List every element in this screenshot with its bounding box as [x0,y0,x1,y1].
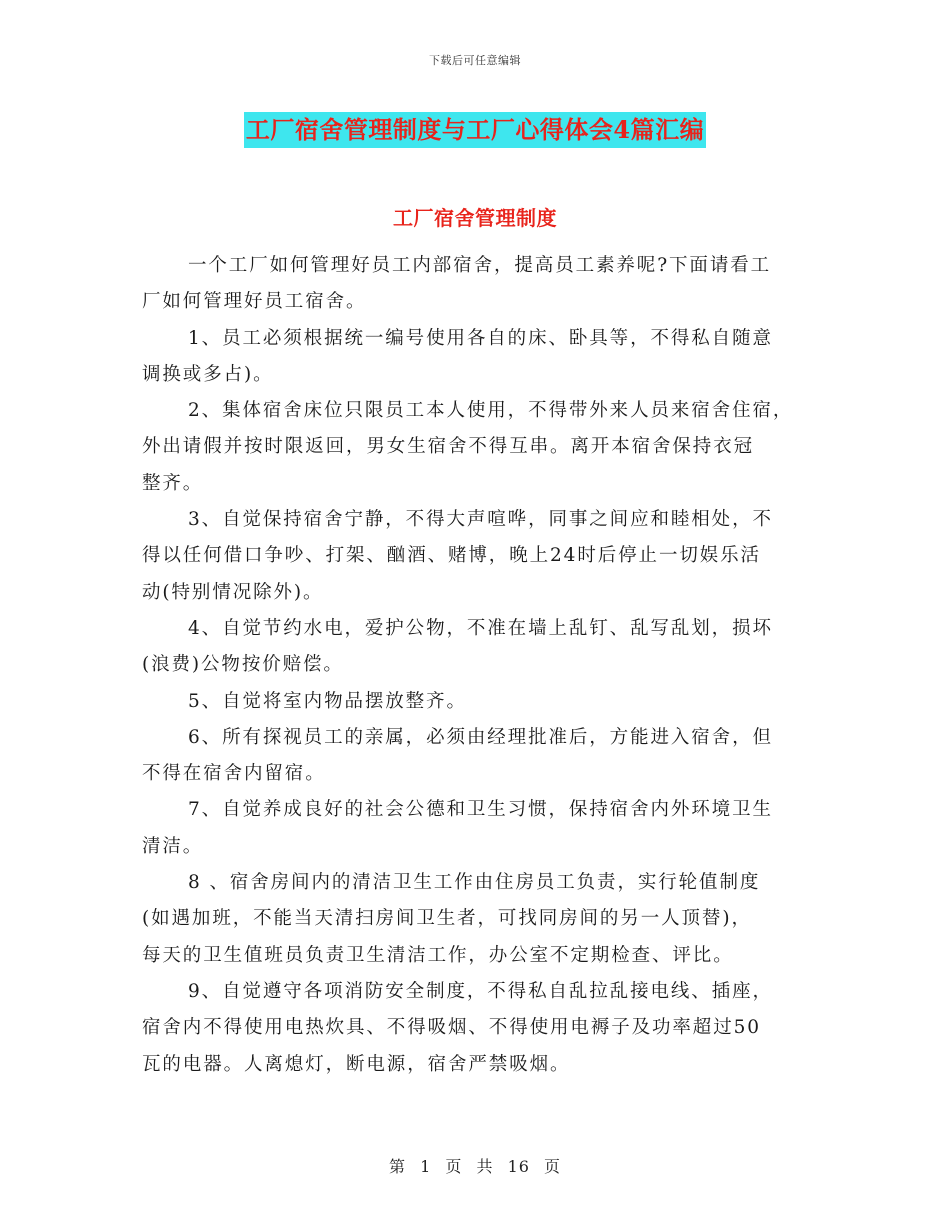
paragraph-line: 宿舍内不得使用电热炊具、不得吸烟、不得使用电褥子及功率超过50 [142,1017,761,1039]
paragraph [142,865,812,974]
paragraph [142,792,812,865]
paragraph [142,248,812,321]
paragraph-line: 一个工厂如何管理好员工内部宿舍，提高员工素养呢?下面请看工 [188,255,772,276]
paragraph-line: 整齐。 [142,472,204,494]
paragraph-line: 3、自觉保持宿舍宁静，不得大声喧哗，同事之间应和睦相处，不 [188,509,773,531]
paragraph [142,393,812,502]
page-total-prefix: 共 [476,1157,494,1176]
document-title-wrap [0,112,950,148]
paragraph [142,611,812,684]
page-label-prefix: 第 [388,1157,406,1176]
paragraph-line: 6、所有探视员工的亲属，必须由经理批准后，方能进入宿舍，但 [188,726,773,748]
paragraph-line: 瓦的电器。人离熄灯，断电源，宿舍严禁吸烟。 [142,1053,571,1075]
paragraph-line: 2、集体宿舍床位只限员工本人使用，不得带外来人员来宿舍住宿， [188,400,794,422]
paragraph [142,974,812,1083]
paragraph-line: (如遇加班，不能当天清扫房间卫生者，可找同房间的另一人顶替)， [142,908,752,930]
paragraph-line: 动(特别情况除外)。 [142,581,324,603]
paragraph [142,684,812,720]
paragraph-line: 厂如何管理好员工宿舍。 [142,291,367,313]
paragraph-line: 每天的卫生值班员负责卫生清洁工作，办公室不定期检查、评比。 [142,944,734,966]
header-note: 下载后可任意编辑 [429,54,521,67]
paragraph-line: (浪费)公物按价赔偿。 [142,654,344,676]
document-body [142,248,812,1083]
paragraph-line: 得以任何借口争吵、打架、酗酒、赌博，晚上24时后停止一切娱乐活 [142,545,761,567]
page-total: 16 [507,1157,530,1176]
paragraph-line: 外出请假并按时限返回，男女生宿舍不得互串。离开本宿舍保持衣冠 [142,436,755,458]
paragraph-line: 7、自觉养成良好的社会公德和卫生习惯，保持宿舍内外环境卫生 [188,799,773,821]
paragraph-line: 9、自觉遵守各项消防安全制度，不得私自乱拉乱接电线、插座， [188,980,773,1002]
paragraph [142,502,812,611]
document-title: 工厂宿舍管理制度与工厂心得体会4篇汇编 [244,112,706,148]
section-title: 工厂宿舍管理制度 [393,206,557,230]
paragraph-line: 清洁。 [142,835,204,857]
paragraph-line: 1、员工必须根据统一编号使用各自的床、卧具等，不得私自随意 [188,327,773,349]
paragraph-line: 调换或多占)。 [142,363,274,385]
paragraph-line: 5、自觉将室内物品摆放整齐。 [188,690,467,712]
page-footer [0,1154,950,1177]
page-label-suffix: 页 [544,1157,562,1176]
page-label-mid: 页 [445,1157,463,1176]
paragraph-line: 不得在宿舍内留宿。 [142,763,326,785]
page-number: 1 [420,1157,432,1176]
paragraph-line: 4、自觉节约水电，爱护公物，不准在墙上乱钉、乱写乱划，损坏 [188,617,773,639]
paragraph-line: 8 、宿舍房间内的清洁卫生工作由住房员工负责，实行轮值制度 [188,872,761,894]
paragraph [142,720,812,793]
paragraph [142,321,812,394]
